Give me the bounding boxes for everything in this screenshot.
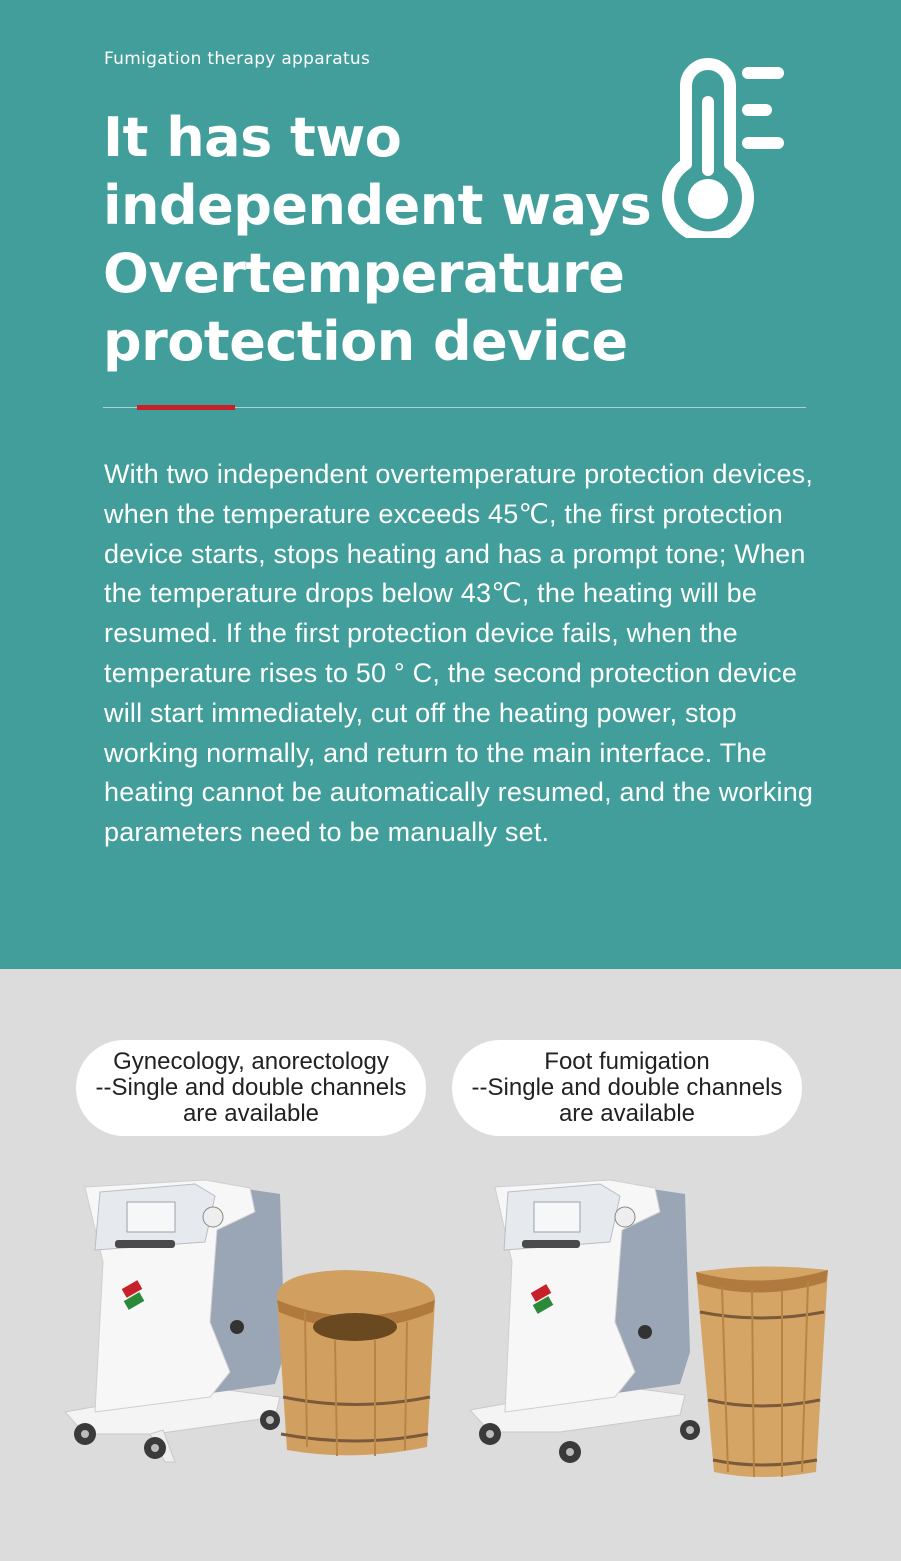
thermometer-icon — [658, 56, 788, 238]
product-label-gynecology — [76, 1040, 426, 1136]
description-text: With two independent overtemperature protection devices, when the temperature exceeds 45℃, the first protection device starts, stops heating and has a prompt tone; When the temperature drops below 43℃, the heating will be resumed. If the first protection device fails, when the temperature rises to 50 ° C, the second protection device will start immediately, cut off the heating power, stop working normally, and return to the main interface. The heating cannot be automatically resumed, and the working parameters need to be manually set. — [104, 459, 814, 848]
accent-bar — [137, 405, 235, 410]
product-label-line: are available — [558, 1100, 696, 1127]
product-label-line: Foot fumigation — [544, 1048, 710, 1075]
product-category-label: Fumigation therapy apparatus — [104, 49, 371, 69]
product-label-line: are available — [182, 1100, 320, 1127]
page-title: It has two independent ways Overtemperature protection device — [103, 106, 652, 373]
product-label-line: Gynecology, anorectology — [113, 1048, 389, 1075]
product-label-line: --Single and double channels — [471, 1074, 783, 1101]
product-label-line: --Single and double channels — [95, 1074, 407, 1101]
gynecology-device-image — [55, 1172, 445, 1472]
product-label-foot — [452, 1040, 802, 1136]
foot-device-image — [460, 1172, 840, 1484]
